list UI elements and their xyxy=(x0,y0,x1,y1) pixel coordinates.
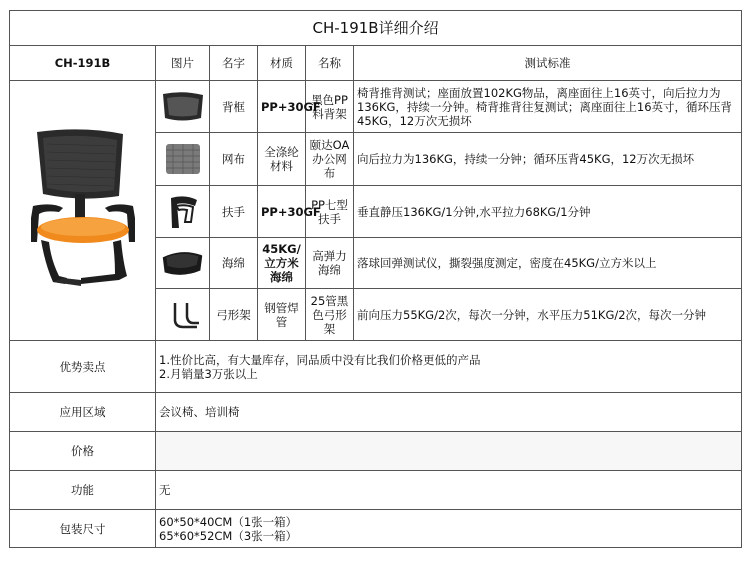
part-label: 高弹力海绵 xyxy=(306,238,354,289)
part-name: 网布 xyxy=(210,133,258,186)
part-standard: 垂直静压136KG/1分钟,水平拉力68KG/1分钟 xyxy=(354,186,742,238)
function-label: 功能 xyxy=(10,471,156,510)
col-name-header: 名字 xyxy=(210,46,258,81)
function-value: 无 xyxy=(156,471,742,510)
part-label: 黑色PP料背架 xyxy=(306,81,354,133)
col-material-header: 材质 xyxy=(258,46,306,81)
package-line: 65*60*52CM（3张一箱） xyxy=(159,528,298,543)
advantages-value xyxy=(156,341,742,393)
part-material: PP+30GF xyxy=(258,186,306,238)
sponge-image-cell xyxy=(156,238,210,289)
price-row xyxy=(10,432,742,471)
part-name: 扶手 xyxy=(210,186,258,238)
page-title: CH-191B详细介绍 xyxy=(10,11,742,46)
bow-frame-icon xyxy=(163,299,203,331)
part-material: PP+30GF xyxy=(258,81,306,133)
part-label: 25管黑色弓形架 xyxy=(306,289,354,341)
part-label: PP七型扶手 xyxy=(306,186,354,238)
function-row xyxy=(10,471,742,510)
spec-table xyxy=(9,10,742,548)
area-label: 应用区域 xyxy=(10,393,156,432)
armrest-image-cell xyxy=(156,186,210,238)
part-row xyxy=(10,81,742,133)
package-label: 包装尺寸 xyxy=(10,510,156,548)
col-label-header: 名称 xyxy=(306,46,354,81)
part-name: 海绵 xyxy=(210,238,258,289)
part-name: 弓形架 xyxy=(210,289,258,341)
part-name: 背框 xyxy=(210,81,258,133)
part-standard: 落球回弹测试仪，撕裂强度测定，密度在45KG/立方米以上 xyxy=(354,238,742,289)
chair-image-cell xyxy=(10,81,156,341)
mesh-image-cell xyxy=(156,133,210,186)
area-value: 会议椅、培训椅 xyxy=(156,393,742,432)
mesh-fabric-icon xyxy=(163,141,203,177)
part-standard: 向后拉力为136KG，持续一分钟；循环压背45KG，12万次无损坏 xyxy=(354,133,742,186)
area-row xyxy=(10,393,742,432)
price-value xyxy=(156,432,742,471)
package-value xyxy=(156,510,742,548)
package-row xyxy=(10,510,742,548)
seat-sponge-icon xyxy=(159,245,206,281)
advantage-line: 2.月销量3万张以上 xyxy=(159,366,258,381)
col-standard-header: 测试标准 xyxy=(354,46,742,81)
chair-back-frame-icon xyxy=(160,90,206,124)
advantages-label: 优势卖点 xyxy=(10,341,156,393)
price-label: 价格 xyxy=(10,432,156,471)
part-material: 45KG/立方米海绵 xyxy=(258,238,306,289)
bow-frame-image-cell xyxy=(156,289,210,341)
col-image-header: 图片 xyxy=(156,46,210,81)
part-standard: 前向压力55KG/2次，每次一分钟，水平压力51KG/2次，每次一分钟 xyxy=(354,289,742,341)
spec-sheet xyxy=(9,10,741,560)
part-material: 全涤纶材料 xyxy=(258,133,306,186)
package-line: 60*50*40CM（1张一箱） xyxy=(159,514,298,529)
part-material: 钢管焊管 xyxy=(258,289,306,341)
advantage-line: 1.性价比高，有大量库存，同品质中没有比我们价格更低的产品 xyxy=(159,352,481,367)
armrest-icon xyxy=(163,192,203,232)
office-chair-icon xyxy=(23,124,143,294)
advantages-row xyxy=(10,341,742,393)
model-header: CH-191B xyxy=(10,46,156,81)
part-label: 颐达OA办公网布 xyxy=(306,133,354,186)
part-standard: 椅背推背测试；座面放置102KG物品，离座面往上16英寸，向后拉力为136KG，持续一分钟。椅背推背往复测试；离座面往上16英寸，循环压背45KG，12万次无损坏 xyxy=(354,81,742,133)
back-frame-image-cell xyxy=(156,81,210,133)
header-row xyxy=(10,46,742,81)
